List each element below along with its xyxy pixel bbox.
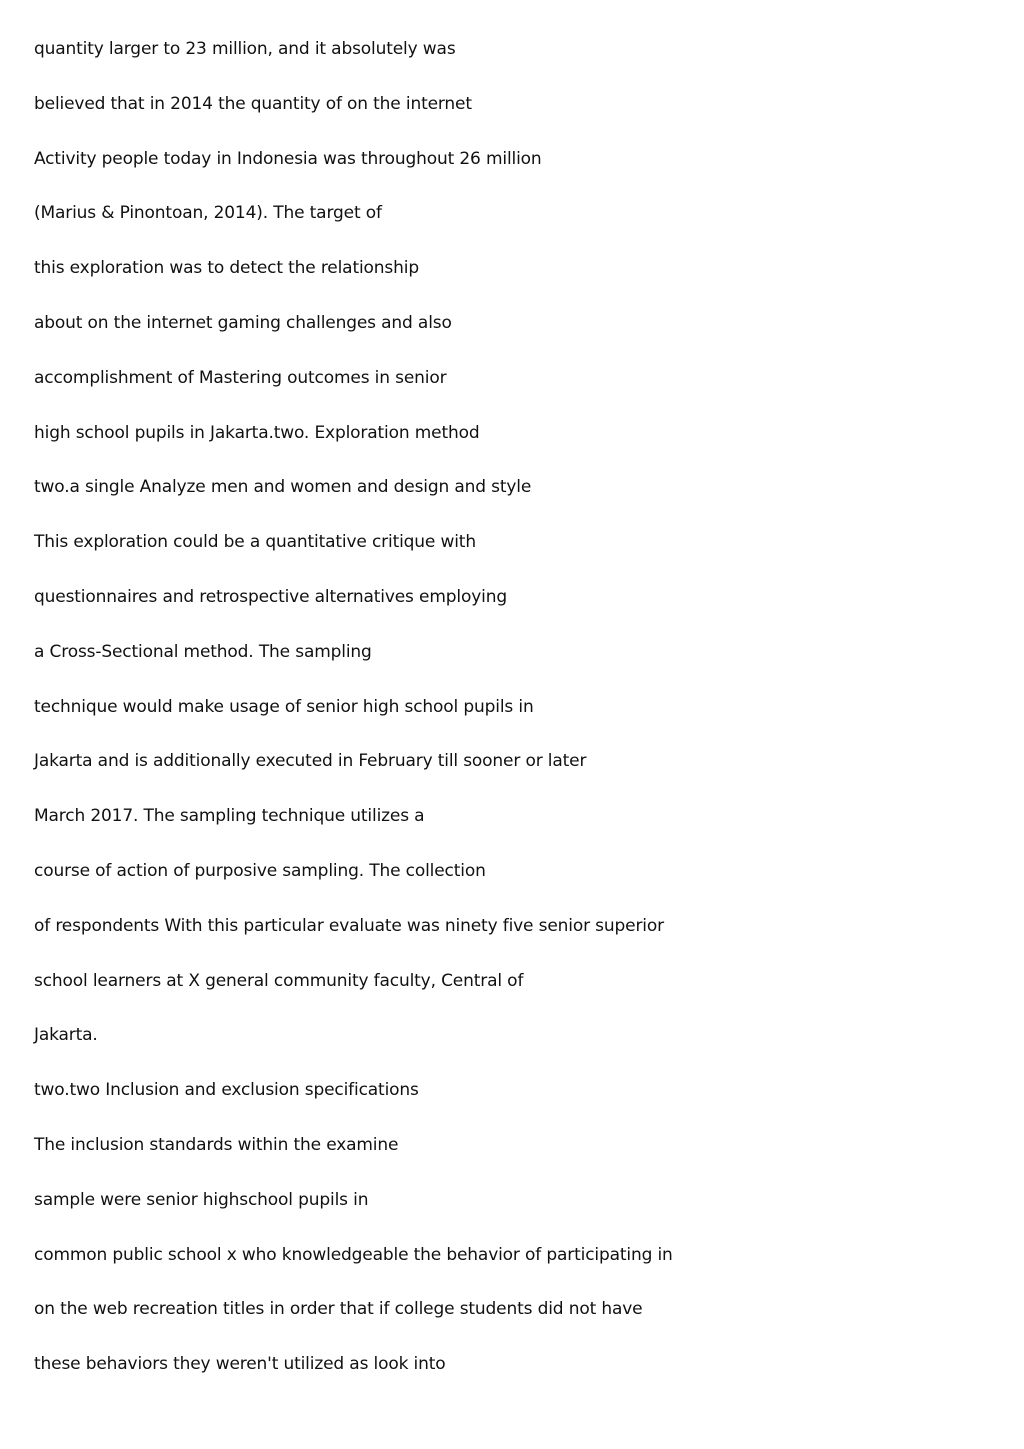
text-line: (Marius & Pinontoan, 2014). The target of (34, 203, 382, 224)
text-line: a Cross-Sectional method. The sampling (34, 641, 372, 662)
text-line: of respondents With this particular evaluate was ninety five senior superior (34, 915, 664, 936)
section-heading: two.two Inclusion and exclusion specifications (34, 1080, 419, 1101)
text-line: questionnaires and retrospective alternatives employing (34, 586, 507, 607)
text-line: Jakarta and is additionally executed in February till sooner or later (34, 751, 587, 772)
text-line: this exploration was to detect the relationship (34, 258, 419, 279)
text-line: quantity larger to 23 million, and it absolutely was (34, 39, 456, 59)
text-line: about on the internet gaming challenges and also (34, 312, 452, 333)
text-line: course of action of purposive sampling. The collection (34, 860, 486, 881)
text-line: sample were senior highschool pupils in (34, 1189, 369, 1210)
text-line: school learners at X general community faculty, Central of (34, 970, 524, 991)
text-line: This exploration could be a quantitative critique with (34, 532, 476, 553)
text-line: believed that in 2014 the quantity of on the internet (34, 93, 472, 114)
document-body (34, 36, 994, 1406)
text-line: high school pupils in Jakarta.two. Exploration method (34, 422, 480, 443)
text-line: Activity people today in Indonesia was throughout 26 million (34, 148, 542, 169)
text-line: common public school x who knowledgeable the behavior of participating in (34, 1244, 673, 1265)
section-heading: two.a single Analyze men and women and design and style (34, 477, 532, 498)
text-line: March 2017. The sampling technique utilizes a (34, 806, 425, 827)
text-line: on the web recreation titles in order that if college students did not have (34, 1299, 643, 1320)
text-line: technique would make usage of senior high school pupils in (34, 696, 534, 717)
text-line: The inclusion standards within the examine (34, 1134, 399, 1155)
text-line: accomplishment of Mastering outcomes in senior (34, 367, 447, 388)
text-line: these behaviors they weren't utilized as look into (34, 1354, 446, 1375)
text-line: Jakarta. (34, 1025, 98, 1046)
